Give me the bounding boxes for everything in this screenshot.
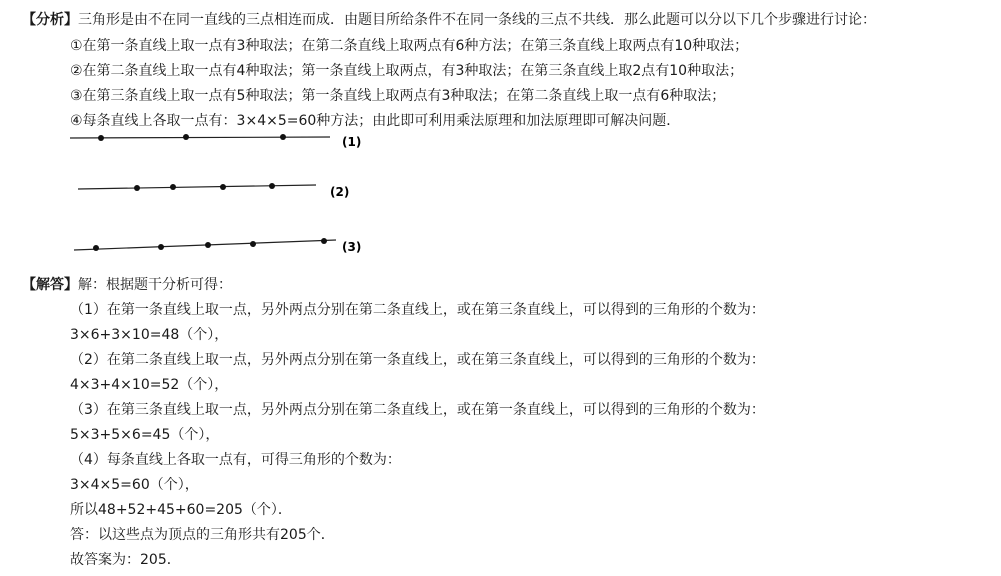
line-2-group <box>78 183 349 199</box>
analysis-intro: 三角形是由不在同一直线的三点相连而成．由题目所给条件不在同一条线的三点不共线．那么此题可以分以下几个步骤进行讨论： <box>78 12 876 28</box>
answer-header <box>22 275 232 295</box>
line-1-point <box>183 134 189 140</box>
line-2 <box>78 185 316 189</box>
analysis-tag: 【分析】 <box>22 12 78 28</box>
answer-intro: 解：根据题干分析可得： <box>78 277 232 293</box>
line-3-point <box>321 238 327 244</box>
answer-line-11: 故答案为：205． <box>70 552 181 568</box>
analysis-step-1: ①在第一条直线上取一点有3种取法；在第二条直线上取两点有6种方法；在第三条直线上取两点有10种取法； <box>70 38 749 54</box>
answer-line-1: （1）在第一条直线上取一点，另外两点分别在第二条直线上，或在第三条直线上，可以得到的三角形的个数为： <box>70 302 765 318</box>
line-3-point <box>158 244 164 250</box>
line-1-point <box>280 134 286 140</box>
answer-line-2: 3×6+3×10=48（个）， <box>70 327 229 343</box>
line-3-label: (3) <box>342 240 362 254</box>
line-2-point <box>220 184 226 190</box>
line-1 <box>70 137 330 138</box>
answer-line-7: （4）每条直线上各取一点有，可得三角形的个数为： <box>70 452 401 468</box>
answer-tag: 【解答】 <box>22 277 78 293</box>
answer-line-8: 3×4×5=60（个）， <box>70 477 199 493</box>
analysis-step-2: ②在第二条直线上取一点有4种取法；第一条直线上取两点，有3种取法；在第三条直线上取2点有10种取法； <box>70 63 744 79</box>
line-3-point <box>93 245 99 251</box>
line-3-point <box>205 242 211 248</box>
line-3-point <box>250 241 256 247</box>
line-2-point <box>269 183 275 189</box>
line-2-point <box>134 185 140 191</box>
answer-line-3: （2）在第二条直线上取一点，另外两点分别在第一条直线上，或在第三条直线上，可以得到的三角形的个数为： <box>70 352 765 368</box>
line-1-label: (1) <box>342 135 362 149</box>
line-2-point <box>170 184 176 190</box>
line-1-group <box>70 134 361 149</box>
line-1-point <box>98 135 104 141</box>
answer-line-9: 所以48+52+45+60=205（个）． <box>70 502 292 518</box>
analysis-step-3: ③在第三条直线上取一点有5种取法；第一条直线上取两点有3种取法；在第二条直线上取一点有6种取法； <box>70 88 726 104</box>
answer-line-6: 5×3+5×6=45（个）， <box>70 427 220 443</box>
line-2-label: (2) <box>330 185 350 199</box>
answer-line-5: （3）在第三条直线上取一点，另外两点分别在第二条直线上，或在第一条直线上，可以得到的三角形的个数为： <box>70 402 765 418</box>
answer-line-10: 答：以这些点为顶点的三角形共有205个． <box>70 527 335 543</box>
analysis-step-4: ④每条直线上各取一点有：3×4×5=60种方法；由此即可利用乘法原理和加法原理即可解决问题． <box>70 113 681 129</box>
answer-line-4: 4×3+4×10=52（个）， <box>70 377 229 393</box>
line-3-group <box>74 238 361 254</box>
